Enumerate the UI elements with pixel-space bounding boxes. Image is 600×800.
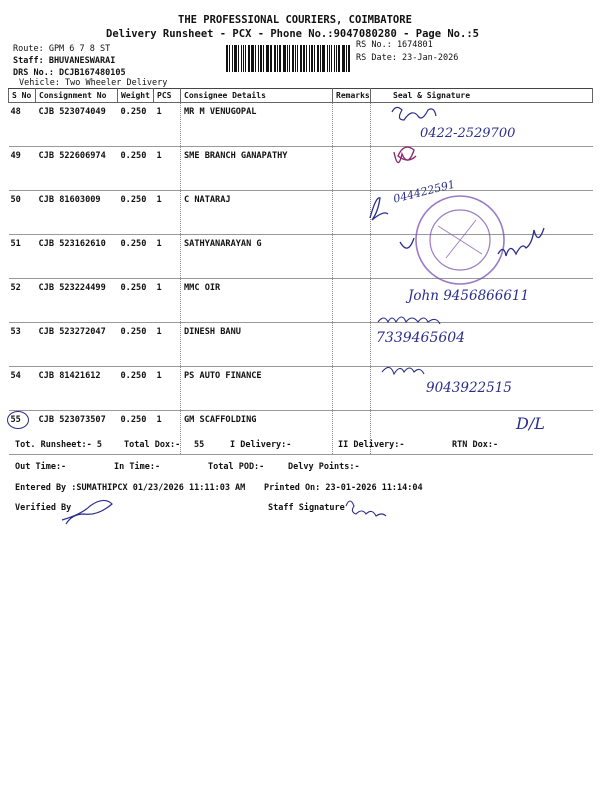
- handwritten-note-row-55: D/L: [516, 414, 545, 433]
- col-seal-signature: Seal & Signature: [371, 89, 593, 103]
- cell-sno: 51: [9, 235, 36, 279]
- cell-pcs: 1: [154, 279, 181, 323]
- cell-pcs: 1: [154, 191, 181, 235]
- total-pod: Total POD:-: [208, 462, 265, 472]
- rtn-dox: RTN Dox:-: [452, 440, 499, 450]
- cell-pcs: 1: [154, 367, 181, 411]
- cell-pcs: 1: [154, 147, 181, 191]
- cell-consignee: MMC OIR: [181, 279, 333, 323]
- cell-sno: 54: [9, 367, 36, 411]
- drs-number: DRS No.: DCJB167480105: [13, 68, 126, 78]
- handwritten-phone-row-50: 044422591: [392, 177, 457, 206]
- total-dox-label: Total Dox:-: [124, 440, 181, 450]
- col-remarks: Remarks: [333, 89, 371, 103]
- cell-sno: 48: [9, 103, 36, 147]
- signature-row-54: [382, 367, 424, 374]
- cell-consignment: CJB 523073507: [36, 411, 118, 455]
- cell-weight: 0.250: [118, 279, 154, 323]
- cell-consignee: SME BRANCH GANAPATHY: [181, 147, 333, 191]
- col-pcs: PCS: [154, 89, 181, 103]
- handwritten-note-row-52: John 9456866611: [408, 288, 530, 304]
- cell-consignment: CJB 81421612: [36, 367, 118, 411]
- col-consignee: Consignee Details: [181, 89, 333, 103]
- route-label: Route: GPM 6 7 8 ST: [13, 44, 111, 54]
- cell-sno: 53: [9, 323, 36, 367]
- col-consignment: Consignment No: [36, 89, 118, 103]
- verified-by: Verified By: [15, 503, 72, 513]
- cell-consignee: DINESH BANU: [181, 323, 333, 367]
- handwritten-phone-row-53: 7339465604: [376, 330, 466, 346]
- cell-weight: 0.250: [118, 323, 154, 367]
- total-runsheet: Tot. Runsheet:- 5: [15, 440, 102, 450]
- rs-number: RS No.: 1674801: [356, 40, 433, 50]
- cell-pcs: 1: [154, 323, 181, 367]
- printed-on: Printed On: 23-01-2026 11:14:04: [264, 483, 423, 493]
- cell-consignee: MR M VENUGOPAL: [181, 103, 333, 147]
- in-time: In Time:-: [114, 462, 161, 472]
- cell-consignee: SATHYANARAYAN G: [181, 235, 333, 279]
- cell-weight: 0.250: [118, 103, 154, 147]
- cell-consignee: PS AUTO FINANCE: [181, 367, 333, 411]
- cell-sno: 50: [9, 191, 36, 235]
- cell-weight: 0.250: [118, 191, 154, 235]
- cell-consignment: CJB 81603009: [36, 191, 118, 235]
- vehicle-label: Vehicle: Two Wheeler Delivery: [19, 78, 168, 88]
- staff-signature-mark: [346, 501, 386, 516]
- cell-pcs: 1: [154, 411, 181, 455]
- handwritten-phone-row-48: 0422-2529700: [420, 126, 516, 141]
- cell-pcs: 1: [154, 235, 181, 279]
- signature-row-51: [400, 228, 544, 256]
- staff-signature: Staff Signature: [268, 503, 345, 513]
- cell-pcs: 1: [154, 103, 181, 147]
- out-time: Out Time:-: [15, 462, 67, 472]
- total-dox-value: 55: [194, 440, 205, 450]
- signature-row-48: [392, 107, 436, 120]
- handwritten-phone-row-54: 9043922515: [426, 380, 512, 396]
- signature-row-53: [378, 317, 440, 324]
- rs-date: RS Date: 23-Jan-2026: [356, 53, 459, 63]
- runsheet-subtitle: Delivery Runsheet - PCX - Phone No.:9047080280 - Page No.:5: [106, 28, 479, 40]
- cell-weight: 0.250: [118, 411, 154, 455]
- seal-stamp: [416, 196, 504, 284]
- col-sno: S No: [9, 89, 36, 103]
- cell-weight: 0.250: [118, 367, 154, 411]
- entered-by: Entered By :SUMATHIPCX 01/23/2026 11:11:03 AM: [15, 483, 246, 493]
- staff-label: Staff: BHUVANESWARAI: [13, 56, 116, 66]
- cell-weight: 0.250: [118, 147, 154, 191]
- signature-row-50: [370, 198, 388, 220]
- i-delivery: I Delivery:-: [230, 440, 292, 450]
- cell-consignment: CJB 523162610: [36, 235, 118, 279]
- company-title: THE PROFESSIONAL COURIERS, COIMBATORE: [178, 14, 412, 26]
- cell-consignment: CJB 522606974: [36, 147, 118, 191]
- cell-consignee: C NATARAJ: [181, 191, 333, 235]
- delvy-points: Delvy Points:-: [288, 462, 360, 472]
- cell-consignment: CJB 523224499: [36, 279, 118, 323]
- cell-weight: 0.250: [118, 235, 154, 279]
- col-weight: Weight: [118, 89, 154, 103]
- ii-delivery: II Delivery:-: [338, 440, 405, 450]
- cell-sno: 49: [9, 147, 36, 191]
- cell-sno: 52: [9, 279, 36, 323]
- cell-sno: 55: [9, 411, 36, 455]
- signature-row-49: [394, 147, 416, 162]
- cell-consignment: CJB 523272047: [36, 323, 118, 367]
- cell-consignment: CJB 523074049: [36, 103, 118, 147]
- cell-consignee: GM SCAFFOLDING: [181, 411, 333, 455]
